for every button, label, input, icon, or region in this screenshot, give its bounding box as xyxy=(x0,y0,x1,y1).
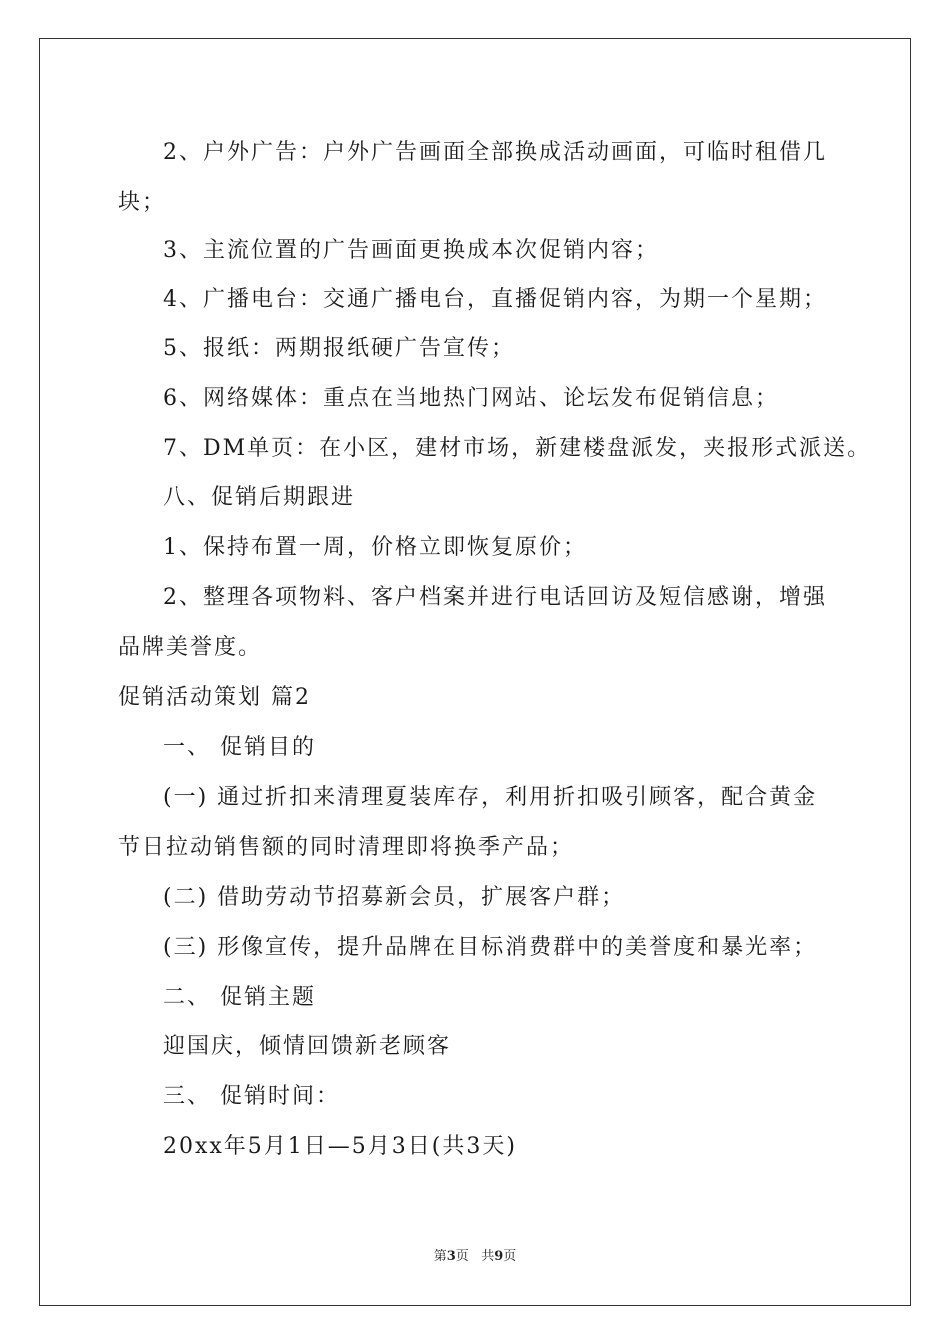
document-title: 促销活动策划 篇2 xyxy=(118,685,311,710)
page-footer xyxy=(0,1249,950,1265)
paragraph-line: 2、户外广告：户外广告画面全部换成活动画面，可临时租借几 xyxy=(163,140,827,165)
page-frame xyxy=(39,38,911,1306)
paragraph-line: 2、整理各项物料、客户档案并进行电话回访及短信感谢，增强 xyxy=(163,585,827,610)
section-heading: 八、促销后期跟进 xyxy=(163,485,356,510)
paragraph-line: (三) 形像宣传，提升品牌在目标消费群中的美誉度和暴光率； xyxy=(163,935,818,960)
paragraph-line: 20xx年5月1日—5月3日(共3天) xyxy=(163,1134,517,1159)
paragraph-line: 4、广播电台：交通广播电台，直播促销内容，为期一个星期； xyxy=(163,287,827,312)
paragraph-line: 品牌美誉度。 xyxy=(118,635,263,660)
section-heading: 一、 促销目的 xyxy=(163,735,316,760)
paragraph-line: 7、DM单页：在小区，建材市场，新建楼盘派发，夹报形式派送。 xyxy=(163,436,872,461)
paragraph-line: 3、主流位置的广告画面更换成本次促销内容； xyxy=(163,238,659,263)
paragraph-line: 节日拉动销售额的同时清理即将换季产品； xyxy=(118,835,575,860)
paragraph-line: (二) 借助劳动节招募新会员，扩展客户群； xyxy=(163,885,626,910)
paragraph-line: (一) 通过折扣来清理夏装库存，利用折扣吸引顾客，配合黄金 xyxy=(163,785,818,810)
current-page-number: 3 xyxy=(446,1249,456,1264)
footer-middle: 页 共 xyxy=(455,1249,495,1264)
paragraph-line: 块； xyxy=(118,190,167,215)
paragraph-line: 5、报纸：两期报纸硬广告宣传； xyxy=(163,336,515,361)
section-heading: 三、 促销时间： xyxy=(163,1084,340,1109)
paragraph-line: 迎国庆，倾情回馈新老顾客 xyxy=(163,1034,452,1059)
paragraph-line: 6、网络媒体：重点在当地热门网站、论坛发布促销信息； xyxy=(163,386,779,411)
total-page-number: 9 xyxy=(494,1249,504,1264)
paragraph-line: 1、保持布置一周，价格立即恢复原价； xyxy=(163,535,587,560)
footer-suffix: 页 xyxy=(503,1249,517,1264)
footer-prefix: 第 xyxy=(433,1249,447,1264)
section-heading: 二、 促销主题 xyxy=(163,985,316,1010)
